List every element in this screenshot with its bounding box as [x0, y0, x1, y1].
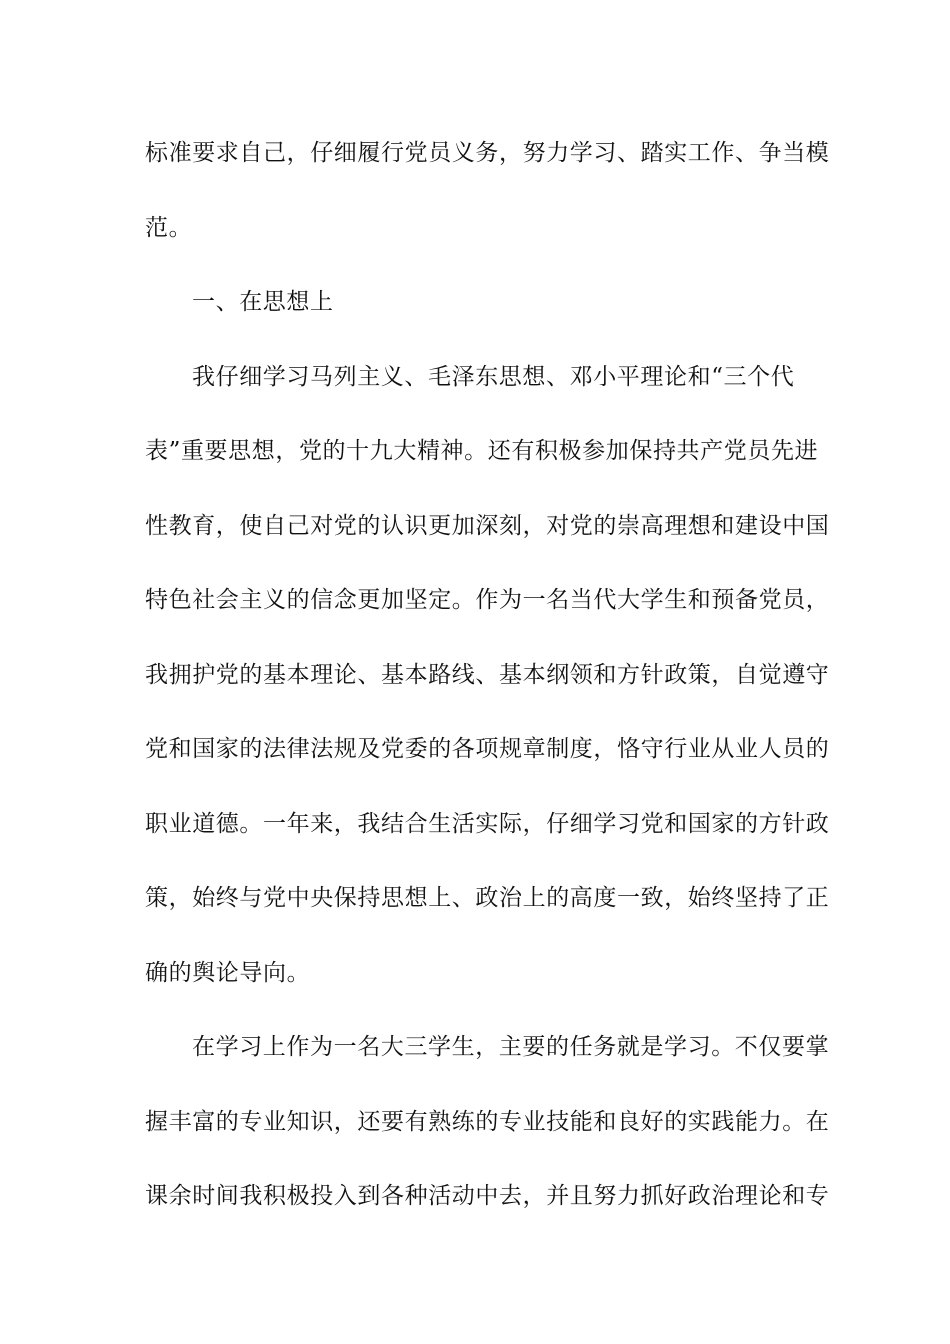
paragraph-line: 我仔细学习马列主义、毛泽东思想、邓小平理论和“三个代 [192, 364, 795, 390]
paragraph-line: 确的舆论导向。 [145, 960, 311, 986]
paragraph-line: 特色社会主义的信念更加坚定。作为一名当代大学生和预备党员， [145, 587, 830, 613]
paragraph-line: 表”重要思想，党的十九大精神。还有积极参加保持共产党员先进 [145, 438, 819, 464]
paragraph-line: 我拥护党的基本理论、基本路线、基本纲领和方针政策，自觉遵守 [145, 662, 830, 688]
paragraph-line: 职业道德。一年来，我结合生活实际，仔细学习党和国家的方针政 [145, 811, 830, 837]
paragraph-line: 在学习上作为一名大三学生，主要的任务就是学习。不仅要掌 [192, 1034, 830, 1060]
paragraph-line: 党和国家的法律法规及党委的各项规章制度，恪守行业从业人员的 [145, 736, 830, 762]
paragraph-line: 策，始终与党中央保持思想上、政治上的高度一致，始终坚持了正 [145, 885, 830, 911]
section-heading: 一、在思想上 [192, 289, 334, 315]
paragraph-line: 握丰富的专业知识，还要有熟练的专业技能和良好的实践能力。在 [145, 1109, 830, 1135]
paragraph-line: 范。 [145, 215, 193, 241]
paragraph-line: 性教育，使自己对党的认识更加深刻，对党的崇高理想和建设中国 [145, 513, 830, 539]
paragraph-line: 标准要求自己，仔细履行党员义务，努力学习、踏实工作、争当模 [145, 140, 830, 166]
paragraph-line: 课余时间我积极投入到各种活动中去，并且努力抓好政治理论和专 [145, 1183, 830, 1209]
